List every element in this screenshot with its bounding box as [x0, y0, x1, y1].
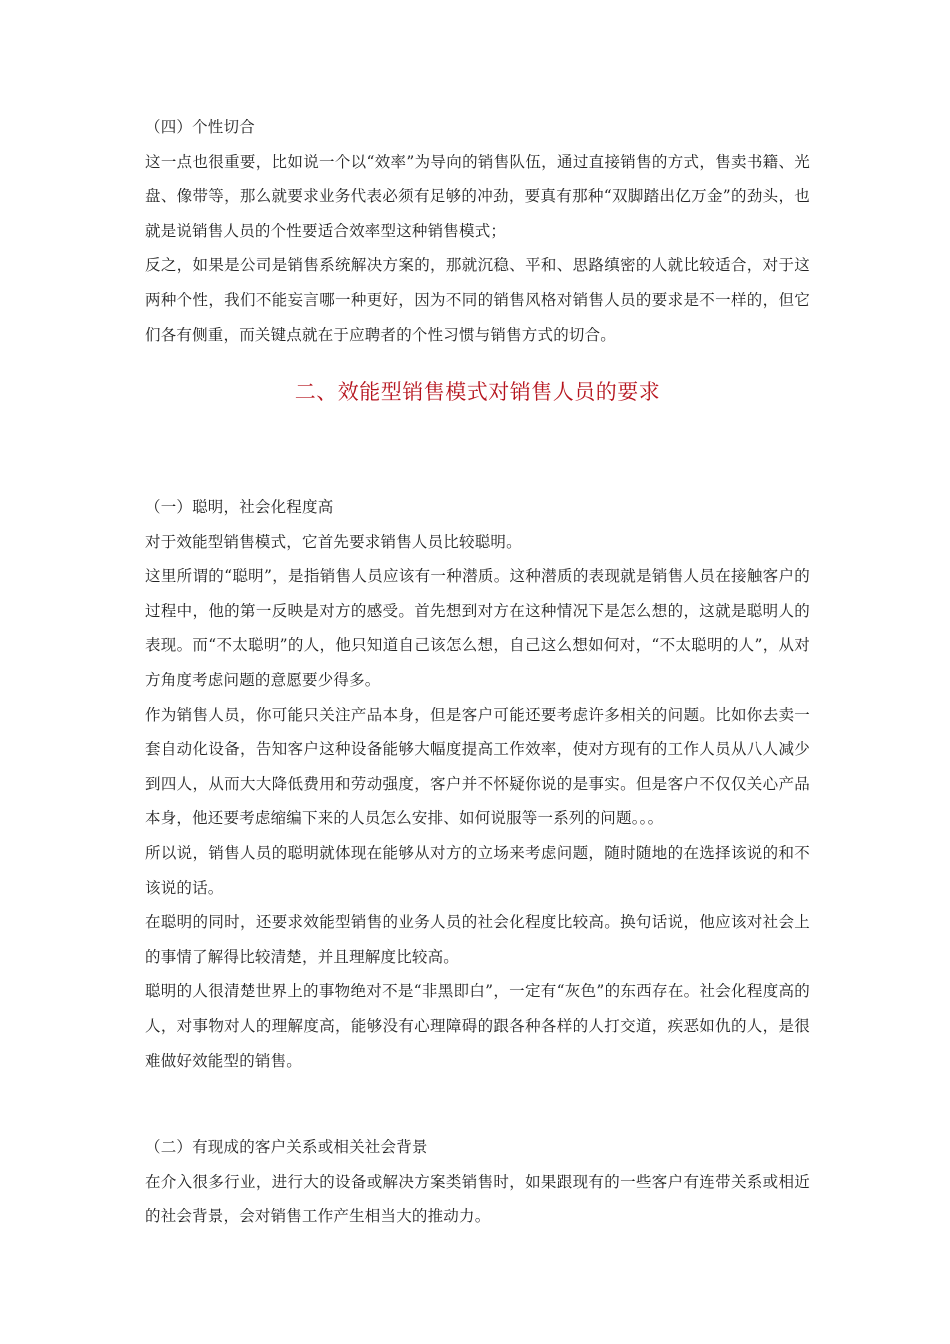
paragraph: 这里所谓的“聪明”，是指销售人员应该有一种潜质。这种潜质的表现就是销售人员在接触客户的过程中，他的第一反映是对方的感受。首先想到对方在这种情况下是怎么想的，这就是聪明人的表现。而“不太聪明”的人，他只知道自己该怎么想，自己这么想如何对，“不太聪明的人”，从对方角度考虑问题的意愿要少得多。	[145, 567, 810, 689]
section-title: （二）有现成的客户关系或相关社会背景	[145, 1138, 428, 1156]
section-title: （四）个性切合	[145, 118, 255, 136]
section-title: （一）聪明，社会化程度高	[145, 498, 334, 516]
section-four	[145, 110, 810, 352]
chapter-heading: 二、效能型销售模式对销售人员的要求	[294, 380, 661, 404]
paragraph: 聪明的人很清楚世界上的事物绝对不是“非黑即白”，一定有“灰色”的东西存在。社会化程度高的人，对事物对人的理解度高，能够没有心理障碍的跟各种各样的人打交道，疾恶如仇的人，是很难做好效能型的销售。	[145, 982, 810, 1070]
paragraph: 作为销售人员，你可能只关注产品本身，但是客户可能还要考虑许多相关的问题。比如你去卖一套自动化设备，告知客户这种设备能够大幅度提高工作效率，使对方现有的工作人员从八人减少到四人，从而大大降低费用和劳动强度，客户并不怀疑你说的是事实。但是客户不仅仅关心产品本身，他还要考虑缩编下来的人员怎么安排、如何说服等一系列的问题。。。	[145, 705, 810, 828]
section-two	[145, 1130, 810, 1234]
section-one	[145, 490, 810, 1078]
paragraph: 对于效能型销售模式，它首先要求销售人员比较聪明。	[145, 532, 522, 551]
paragraph: 这一点也很重要，比如说一个以“效率”为导向的销售队伍，通过直接销售的方式，售卖书籍、光盘、像带等，那么就要求业务代表必须有足够的冲劲，要真有那种“双脚踏出亿万金”的劲头，也就是说销售人员的个性要适合效率型这种销售模式；	[145, 152, 810, 240]
paragraph: 在介入很多行业，进行大的设备或解决方案类销售时，如果跟现有的一些客户有连带关系或相近的社会背景，会对销售工作产生相当大的推动力。	[145, 1172, 810, 1226]
paragraph: 反之，如果是公司是销售系统解决方案的，那就沉稳、平和、思路缜密的人就比较适合，对于这两种个性，我们不能妄言哪一种更好，因为不同的销售风格对销售人员的要求是不一样的，但它们各有侧重，而关键点就在于应聘者的个性习惯与销售方式的切合。	[145, 256, 810, 344]
paragraph: 所以说，销售人员的聪明就体现在能够从对方的立场来考虑问题，随时随地的在选择该说的和不该说的话。	[145, 843, 810, 897]
paragraph: 在聪明的同时，还要求效能型销售的业务人员的社会化程度比较高。换句话说，他应该对社会上的事情了解得比较清楚，并且理解度比较高。	[145, 913, 810, 966]
